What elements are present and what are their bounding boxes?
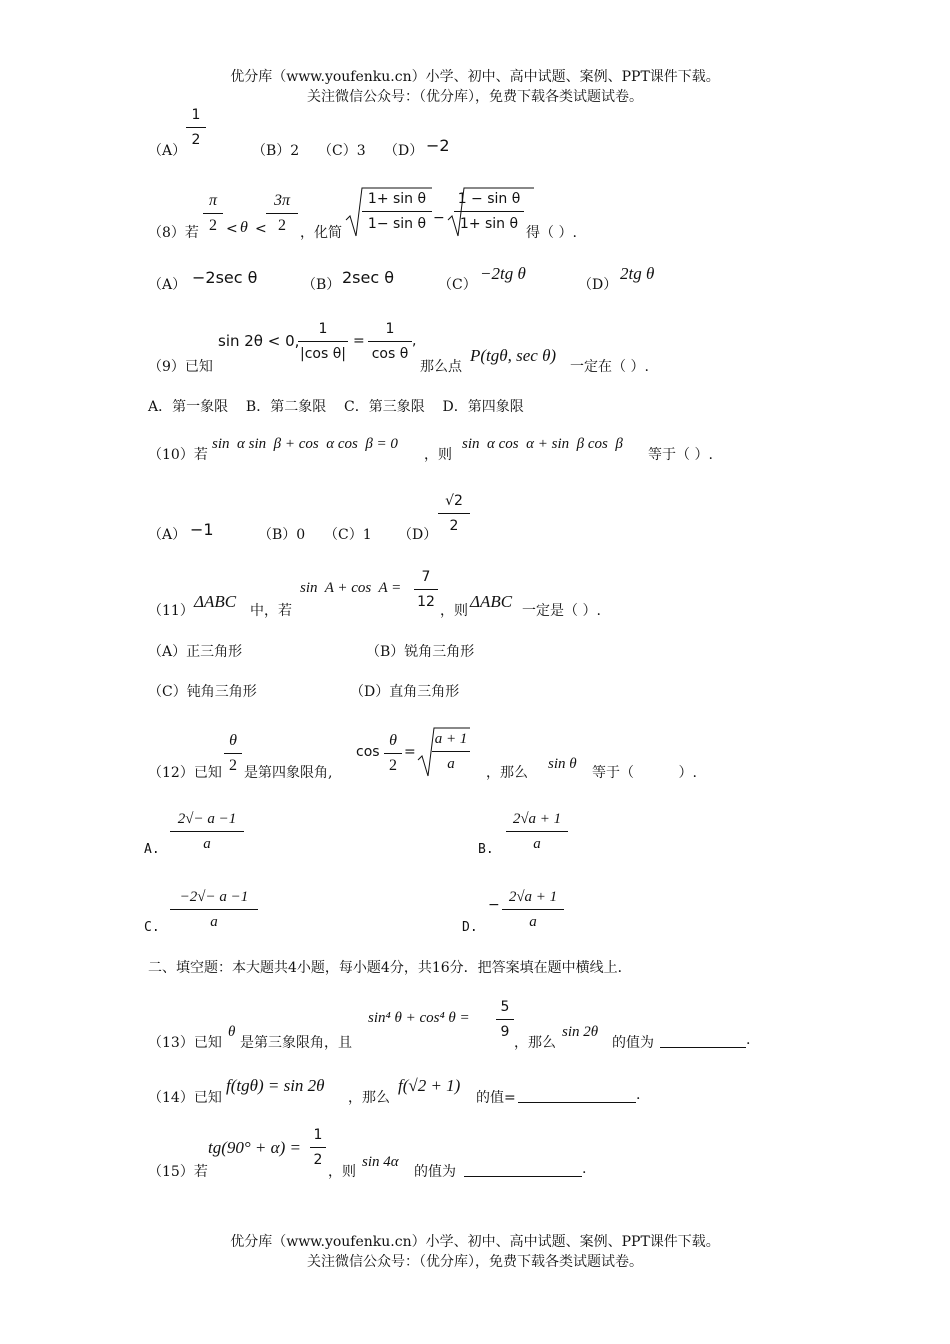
q12-tail: 等于（ ）. bbox=[592, 765, 697, 781]
header-line-2: 关注微信公众号：（优分库），免费下载各类试题试卷。 bbox=[307, 89, 643, 105]
q7-option-d-value: −2 bbox=[426, 136, 450, 155]
q13-end: . bbox=[746, 1032, 751, 1048]
q9-point: P(tgθ, sec θ) bbox=[470, 346, 557, 365]
q9-options: A．第一象限 B．第二象限 C．第三象限 D．第四象限 bbox=[148, 399, 524, 415]
q8-label: （8）若 bbox=[148, 225, 199, 241]
q10-option-c: （C）1 bbox=[324, 527, 372, 543]
q9-mid: 那么点 bbox=[420, 359, 462, 375]
q7-option-d-label: （D） bbox=[384, 143, 424, 159]
q15-fraction: 1 2 bbox=[310, 1124, 326, 1171]
q11-tail: 一定是（ ）. bbox=[522, 603, 601, 619]
q10-label: （10）若 bbox=[148, 447, 208, 463]
q8-tail: 得（ ）. bbox=[526, 225, 577, 241]
q9-fraction-2: 1 cos θ bbox=[368, 318, 412, 365]
q11-option-c: （C）钝角三角形 bbox=[148, 684, 257, 700]
q10-condition: sin α sin β + cos α cos β = 0 bbox=[212, 436, 398, 452]
q14-answer-blank[interactable] bbox=[518, 1087, 636, 1103]
q9-equals: = bbox=[353, 333, 365, 349]
q15-expression: sin 4α bbox=[362, 1154, 399, 1170]
q15-tail: 的值为 bbox=[414, 1164, 456, 1180]
q11-mid-2: ，则 bbox=[440, 603, 468, 619]
q14-end: . bbox=[636, 1087, 641, 1103]
q12-option-a-fraction: 2√− a −1 a bbox=[170, 808, 244, 855]
q12-option-d-sign: − bbox=[488, 897, 500, 913]
q8-minus: − bbox=[433, 210, 445, 226]
q11-option-b: （B）锐角三角形 bbox=[366, 644, 475, 660]
q8-lt-1: < bbox=[226, 221, 238, 237]
q14-mid: ，那么 bbox=[348, 1090, 390, 1106]
q9-label: （9）已知 bbox=[148, 359, 213, 375]
q14-expression: f(√2 + 1) bbox=[398, 1076, 461, 1095]
q10-option-d-label: （D） bbox=[398, 527, 438, 543]
q12-sin: sin θ bbox=[548, 756, 577, 772]
q9-tail: 一定在（ ）. bbox=[570, 359, 649, 375]
q11-condition: sin A + cos A = bbox=[300, 580, 402, 596]
q13-expression: sin 2θ bbox=[562, 1024, 599, 1040]
q15-end: . bbox=[582, 1161, 587, 1177]
q11-triangle-2: ΔABC bbox=[470, 592, 513, 611]
q11-triangle: ΔABC bbox=[194, 592, 237, 611]
q13-condition: sin⁴ θ + cos⁴ θ = bbox=[368, 1010, 470, 1026]
q15-label: （15）若 bbox=[148, 1164, 208, 1180]
q12-root-fraction: a + 1 a bbox=[432, 728, 470, 775]
q14-label: （14）已知 bbox=[148, 1090, 222, 1106]
q8-option-b-label: （B） bbox=[302, 277, 341, 293]
q11-label: （11） bbox=[148, 603, 194, 619]
q8-theta: θ bbox=[240, 219, 248, 236]
q8-option-b-value: 2sec θ bbox=[342, 268, 395, 287]
q12-option-c-label: C. bbox=[144, 920, 160, 935]
q12-cos-fraction: θ 2 bbox=[384, 730, 402, 777]
footer-line-1: 优分库（www.youfenku.cn）小学、初中、高中试题、案例、PPT课件下载。 bbox=[230, 1234, 720, 1250]
q7-option-a-label: （A） bbox=[148, 143, 187, 159]
footer-line-2: 关注微信公众号：（优分库），免费下载各类试题试卷。 bbox=[307, 1254, 643, 1270]
q8-option-c-value: −2tg θ bbox=[480, 264, 526, 283]
q7-option-b: （B）2 bbox=[252, 143, 300, 159]
q9-condition: sin 2θ < 0, bbox=[218, 332, 300, 350]
q12-half-angle-fraction: θ 2 bbox=[224, 730, 242, 777]
section-2-title: 二、填空题：本大题共4小题，每小题4分，共16分．把答案填在题中横线上． bbox=[148, 960, 632, 976]
q12-option-c-fraction: −2√− a −1 a bbox=[170, 886, 258, 933]
q9-comma: , bbox=[412, 333, 417, 349]
q8-lt-2: < bbox=[255, 221, 267, 237]
q8-simplify: ，化简 bbox=[300, 225, 342, 241]
q10-option-a-value: −1 bbox=[190, 520, 214, 539]
q8-option-c-label: （C） bbox=[438, 277, 477, 293]
q15-answer-blank[interactable] bbox=[464, 1161, 582, 1177]
q9-fraction-1: 1 |cos θ| bbox=[299, 321, 346, 362]
q10-option-d-fraction: √2 2 bbox=[438, 490, 470, 537]
q12-mid-2: ，那么 bbox=[486, 765, 528, 781]
q8-option-a-value: −2sec θ bbox=[192, 268, 258, 287]
q12-option-d-fraction: 2√a + 1 a bbox=[502, 886, 564, 933]
q13-mid-1: 是第三象限角，且 bbox=[240, 1035, 352, 1051]
q7-option-a-fraction: 1 2 bbox=[186, 104, 206, 151]
header-line-1: 优分库（www.youfenku.cn）小学、初中、高中试题、案例、PPT课件下载。 bbox=[230, 69, 720, 85]
q10-expression: sin α cos α + sin β cos β bbox=[462, 436, 623, 452]
q12-mid-1: 是第四象限角, bbox=[244, 765, 333, 781]
q14-tail: 的值= bbox=[476, 1090, 516, 1106]
q10-tail: 等于（ ）. bbox=[648, 447, 713, 463]
q13-fraction: 5 9 bbox=[496, 996, 514, 1043]
q7-option-c: （C）3 bbox=[318, 143, 366, 159]
q8-option-d-value: 2tg θ bbox=[620, 264, 655, 283]
q8-expr-1-fraction: 1+ sin θ 1− sin θ bbox=[362, 188, 432, 235]
q8-cond-right-fraction: 3π 2 bbox=[266, 190, 298, 237]
q13-label: （13）已知 bbox=[148, 1035, 222, 1051]
q10-mid: ，则 bbox=[424, 447, 452, 463]
q12-cos: cos bbox=[356, 744, 380, 760]
q12-option-a-label: A. bbox=[144, 842, 160, 857]
q12-label: （12）已知 bbox=[148, 765, 222, 781]
q12-option-b-fraction: 2√a + 1 a bbox=[506, 808, 568, 855]
q13-answer-blank[interactable] bbox=[660, 1032, 746, 1048]
q14-condition: f(tgθ) = sin 2θ bbox=[226, 1076, 325, 1095]
q11-option-a: （A）正三角形 bbox=[148, 644, 243, 660]
q12-equals: = bbox=[404, 744, 416, 760]
q11-mid-1: 中，若 bbox=[250, 603, 292, 619]
q8-expr-2-fraction: 1 − sin θ 1+ sin θ bbox=[454, 188, 524, 235]
q8-option-a-label: （A） bbox=[148, 277, 187, 293]
q13-theta: θ bbox=[228, 1024, 236, 1040]
q15-mid: ，则 bbox=[328, 1164, 356, 1180]
q12-option-d-label: D. bbox=[462, 920, 478, 935]
q12-option-b-label: B. bbox=[478, 842, 494, 857]
q11-option-d: （D）直角三角形 bbox=[350, 684, 460, 700]
q15-condition: tg(90° + α) = bbox=[208, 1138, 301, 1157]
q8-option-d-label: （D） bbox=[578, 277, 618, 293]
q10-option-a-label: （A） bbox=[148, 527, 187, 543]
q11-fraction: 7 12 bbox=[414, 566, 438, 613]
q13-mid-2: ，那么 bbox=[514, 1035, 556, 1051]
q10-option-b: （B）0 bbox=[258, 527, 306, 543]
q13-tail: 的值为 bbox=[612, 1035, 654, 1051]
q8-cond-left-fraction: π 2 bbox=[203, 190, 223, 237]
